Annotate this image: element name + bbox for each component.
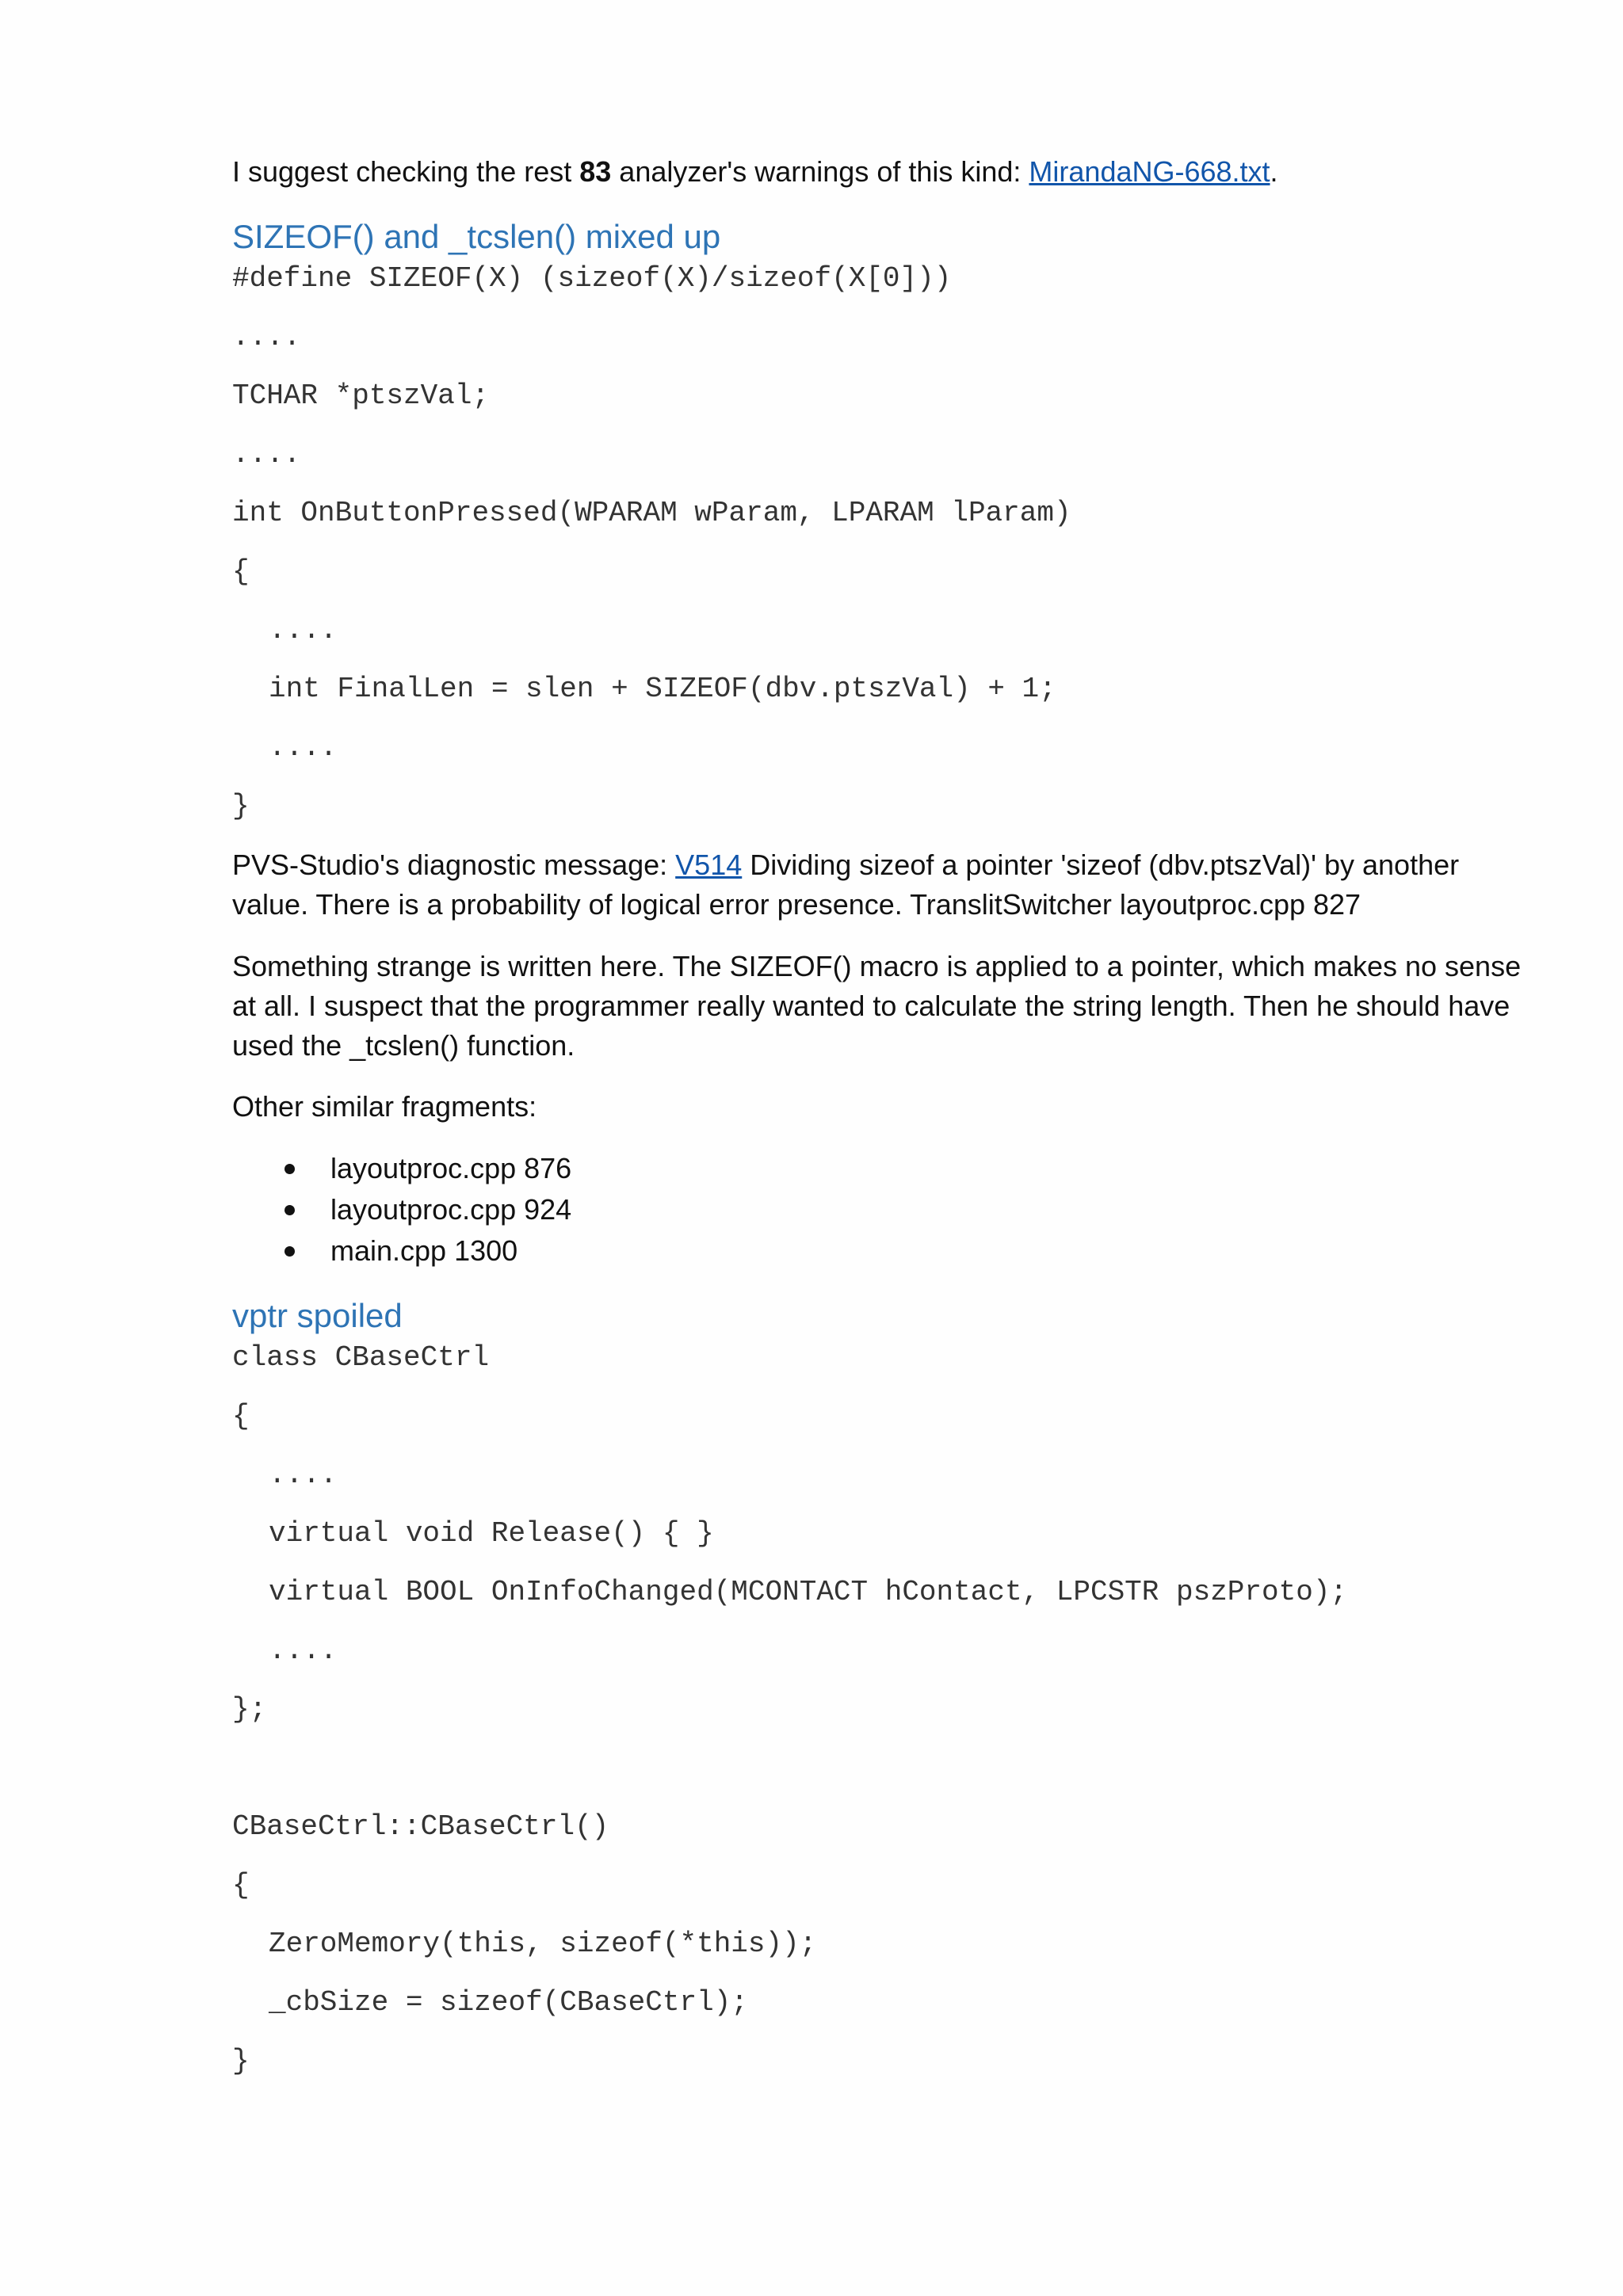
other-fragments-label: Other similar fragments: bbox=[232, 1090, 537, 1123]
list-item bbox=[232, 1230, 571, 1272]
code-line: int FinalLen = slen + SIZEOF(dbv.ptszVal) + 1; bbox=[269, 673, 1056, 705]
code-line: } bbox=[232, 2045, 250, 2077]
bullet-icon bbox=[285, 1246, 295, 1257]
code-line: ZeroMemory(this, sizeof(*this)); bbox=[269, 1928, 817, 1960]
fragments-list bbox=[232, 1148, 571, 1272]
intro-middle: analyzer's warnings of this kind: bbox=[611, 155, 1029, 188]
code-line: int OnButtonPressed(WPARAM wParam, LPARAM lParam) bbox=[232, 497, 1071, 529]
code-line: virtual BOOL OnInfoChanged(MCONTACT hContact, LPCSTR pszProto); bbox=[269, 1576, 1348, 1608]
code-line: .... bbox=[232, 321, 301, 353]
explanation-paragraph: Something strange is written here. The SIZEOF() macro is applied to a pointer, which makes no sense at all. I suspect that the programmer really wanted to calculate the string length. Then he should have used the _tcslen() function. bbox=[232, 950, 1522, 1062]
list-item bbox=[232, 1189, 571, 1230]
bullet-icon bbox=[285, 1164, 295, 1174]
intro-prefix: I suggest checking the rest bbox=[232, 155, 580, 188]
code-line: { bbox=[232, 555, 250, 588]
bullet-icon bbox=[285, 1205, 295, 1215]
fragment-label: main.cpp 1300 bbox=[330, 1234, 518, 1267]
diagnostic-text: Dividing sizeof a pointer 'sizeof (dbv.ptszVal)' by another value. There is a probability of logical error presence. TranslitSwitcher layoutproc.cpp 827 bbox=[232, 849, 1460, 921]
code-line: CBaseCtrl::CBaseCtrl() bbox=[232, 1810, 609, 1843]
code-line: .... bbox=[269, 731, 338, 764]
code-line: virtual void Release() { } bbox=[269, 1517, 714, 1550]
warning-count: 83 bbox=[579, 155, 612, 188]
mirandang-report-link[interactable]: MirandaNG-668.txt bbox=[1029, 155, 1270, 188]
code-line: } bbox=[232, 790, 250, 822]
code-line: }; bbox=[232, 1693, 267, 1726]
code-line: { bbox=[232, 1869, 250, 1901]
list-item bbox=[232, 1148, 571, 1189]
code-line: TCHAR *ptszVal; bbox=[232, 379, 490, 412]
code-line: { bbox=[232, 1400, 250, 1432]
intro-suffix: . bbox=[1270, 155, 1278, 188]
code-line: .... bbox=[269, 1459, 338, 1491]
fragment-label: layoutproc.cpp 876 bbox=[330, 1152, 572, 1184]
code-line: class CBaseCtrl bbox=[232, 1341, 490, 1374]
intro-paragraph bbox=[232, 152, 1532, 192]
fragment-label: layoutproc.cpp 924 bbox=[330, 1193, 572, 1226]
diagnostic-paragraph bbox=[232, 845, 1532, 925]
section-heading-vptr: vptr spoiled bbox=[232, 1297, 403, 1334]
section-heading-sizeof: SIZEOF() and _tcslen() mixed up bbox=[232, 218, 721, 255]
code-line: .... bbox=[269, 1634, 338, 1667]
code-line: _cbSize = sizeof(CBaseCtrl); bbox=[269, 1986, 748, 2019]
code-line: .... bbox=[269, 614, 338, 646]
code-line: .... bbox=[232, 438, 301, 471]
code-line: #define SIZEOF(X) (sizeof(X)/sizeof(X[0])) bbox=[232, 262, 952, 295]
v514-link[interactable]: V514 bbox=[675, 849, 743, 881]
diagnostic-prefix: PVS-Studio's diagnostic message: bbox=[232, 849, 676, 881]
